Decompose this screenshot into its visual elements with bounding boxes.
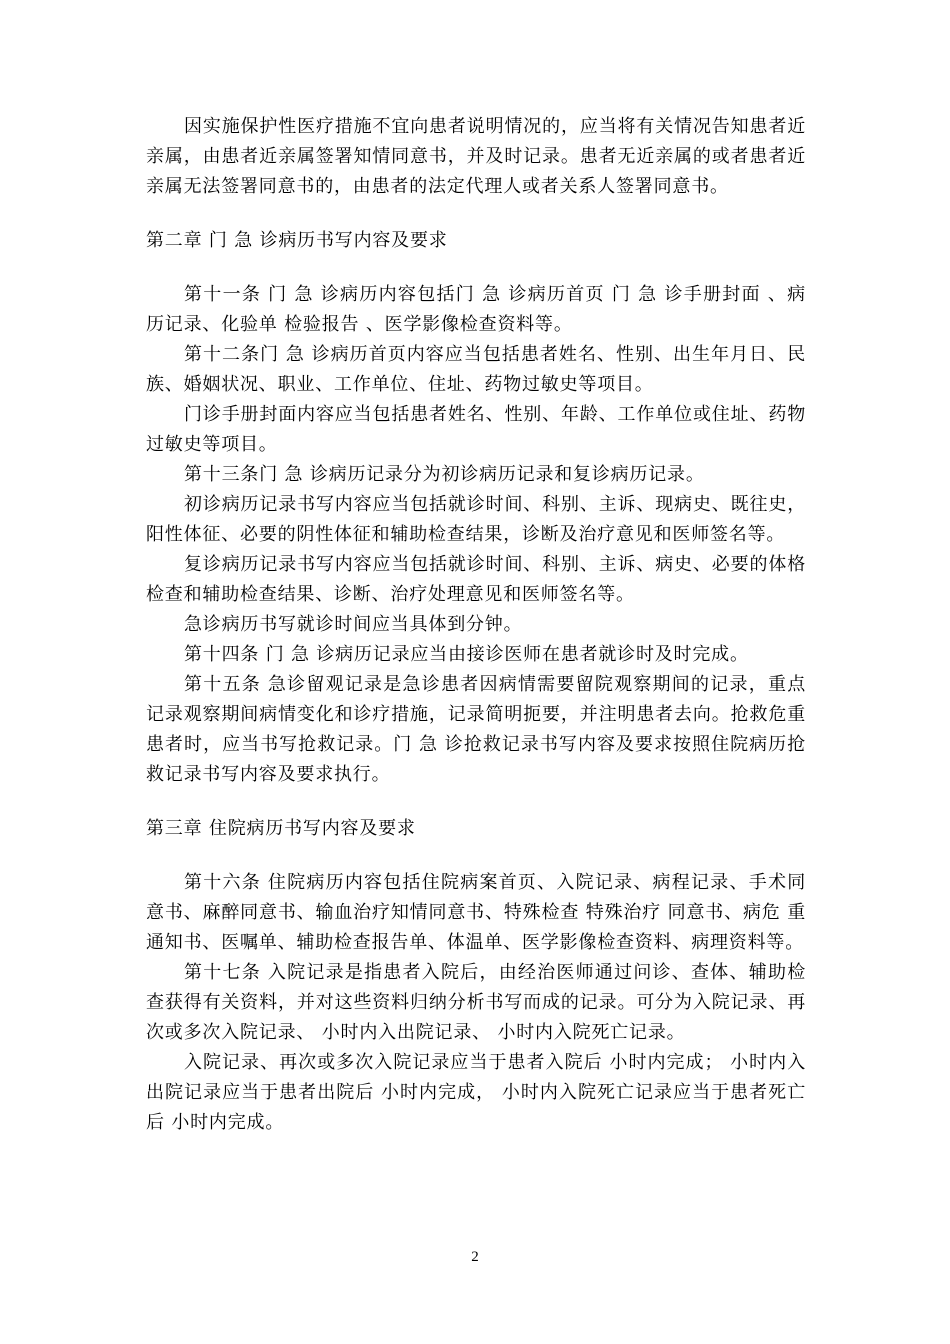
chapter-2-heading: 第二章 门 急 诊病历书写内容及要求 xyxy=(146,230,448,251)
article-12: 第十二条门 急 诊病历首页内容应当包括患者姓名、性别、出生年月日、民族、婚姻状况、职业、工作单位、住址、药物过敏史等项目。 xyxy=(146,344,806,395)
emergency-time-paragraph: 急诊病历书写就诊时间应当具体到分钟。 xyxy=(184,614,523,635)
article-14: 第十四条 门 急 诊病历记录应当由接诊医师在患者就诊时及时完成。 xyxy=(184,644,749,665)
intro-paragraph: 因实施保护性医疗措施不宜向患者说明情况的，应当将有关情况告知患者近亲属，由患者近亲属签署知情同意书，并及时记录。患者无近亲属的或者患者近亲属无法签署同意书的，由患者的法定代理人或者关系人签署同意书。 xyxy=(146,116,806,197)
article-16: 第十六条 住院病历内容包括住院病案首页、入院记录、病程记录、手术同意书、麻醉同意书、输血治疗知情同意书、特殊检查 特殊治疗 同意书、病危 重 通知书、医嘱单、辅助检查报告单、体温单、医学影像检查资料、病理资料等。 xyxy=(146,872,806,953)
chapter-3-heading: 第三章 住院病历书写内容及要求 xyxy=(146,818,416,839)
document-body xyxy=(146,112,806,1138)
page-number: 2 xyxy=(471,1249,479,1265)
article-13: 第十三条门 急 诊病历记录分为初诊病历记录和复诊病历记录。 xyxy=(184,464,705,485)
article-17: 第十七条 入院记录是指患者入院后，由经治医师通过问诊、查体、辅助检查获得有关资料，并对这些资料归纳分析书写而成的记录。可分为入院记录、再次或多次入院记录、 小时内入出院记录、 小时内入院死亡记录。 xyxy=(146,962,806,1043)
admission-record-timing-paragraph: 入院记录、再次或多次入院记录应当于患者入院后 小时内完成； 小时内入出院记录应当于患者出院后 小时内完成， 小时内入院死亡记录应当于患者死亡后 小时内完成。 xyxy=(146,1052,806,1133)
article-15: 第十五条 急诊留观记录是急诊患者因病情需要留院观察期间的记录，重点记录观察期间病情变化和诊疗措施，记录简明扼要，并注明患者去向。抢救危重患者时，应当书写抢救记录。门 急 诊抢救记录书写内容及要求按照住院病历抢救记录书写内容及要求执行。 xyxy=(146,674,806,785)
outpatient-handbook-paragraph: 门诊手册封面内容应当包括患者姓名、性别、年龄、工作单位或住址、药物过敏史等项目。 xyxy=(146,404,806,455)
initial-visit-paragraph: 初诊病历记录书写内容应当包括就诊时间、科别、主诉、现病史、既往史，阳性体征、必要的阴性体征和辅助检查结果，诊断及治疗意见和医师签名等。 xyxy=(146,494,806,545)
follow-up-visit-paragraph: 复诊病历记录书写内容应当包括就诊时间、科别、主诉、病史、必要的体格检查和辅助检查结果、诊断、治疗处理意见和医师签名等。 xyxy=(146,554,806,605)
article-11: 第十一条 门 急 诊病历内容包括门 急 诊病历首页 门 急 诊手册封面 、病历记录、化验单 检验报告 、医学影像检查资料等。 xyxy=(146,284,806,335)
